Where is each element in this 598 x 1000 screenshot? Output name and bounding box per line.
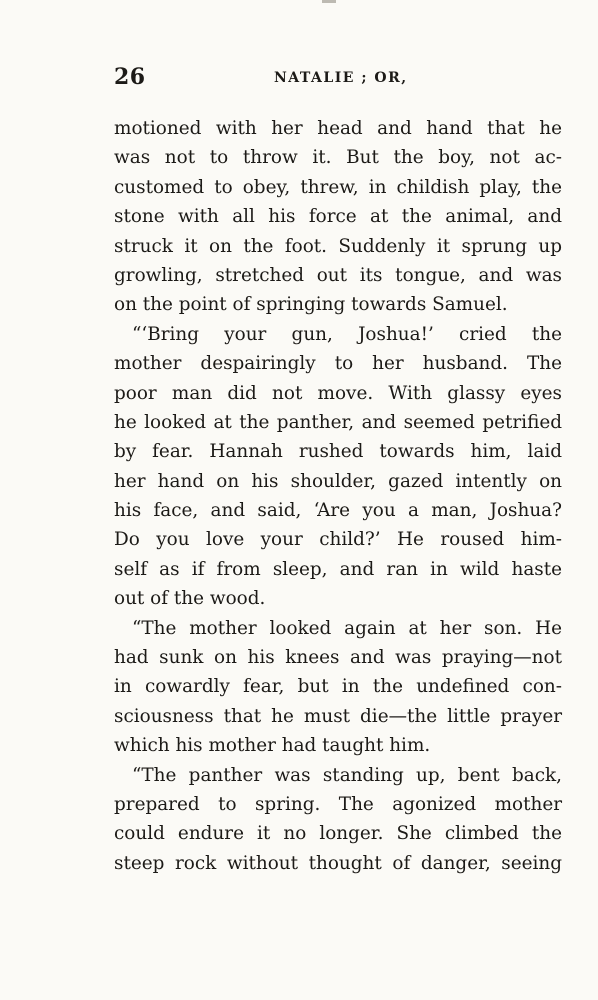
text-line: which his mother had taught him. [114,735,431,757]
text-line: “‘Bring your gun, Joshua!’ cried the [132,323,562,345]
text-line: could endure it no longer. She climbed the [114,823,562,845]
text-line: mother despairingly to her husband. The [114,353,562,375]
text-line: her hand on his shoulder, gazed intently on [114,470,562,492]
body-text [114,114,562,878]
running-head: NATALIE ; OR, [274,70,408,86]
text-line: Do you love your child?’ He roused him- [114,529,562,551]
text-line: had sunk on his knees and was praying—not [114,647,562,669]
text-line: poor man did not move. With glassy eyes [114,382,562,404]
text-line: growling, stretched out its tongue, and was [114,264,562,286]
text-line: stone with all his force at the animal, and [114,206,562,228]
text-line: motioned with her head and hand that he [114,118,562,139]
page-header [114,64,564,94]
text-line: by fear. Hannah rushed towards him, laid [114,441,562,463]
text-line: on the point of springing towards Samuel. [114,294,508,316]
text-line: he looked at the panther, and seemed petrified [114,411,562,433]
text-line: prepared to spring. The agonized mother [114,793,562,815]
text-line: sciousness that he must die—the little prayer [114,705,562,727]
text-line: out of the wood. [114,588,266,610]
text-line: was not to throw it. But the boy, not ac- [114,147,562,169]
text-line: struck it on the foot. Suddenly it sprung up [114,235,562,257]
text-line: customed to obey, threw, in childish play, the [114,176,562,198]
text-line: self as if from sleep, and ran in wild haste [114,558,562,580]
text-line: his face, and said, ‘Are you a man, Joshua? [114,500,562,522]
page-edge-mark [322,0,336,3]
page-number: 26 [114,64,146,90]
text-line: “The mother looked again at her son. He [132,617,562,639]
text-line: steep rock without thought of danger, seeing [114,852,562,874]
text-line: “The panther was standing up, bent back, [132,764,562,786]
text-line: in cowardly fear, but in the undefined con- [114,676,562,698]
